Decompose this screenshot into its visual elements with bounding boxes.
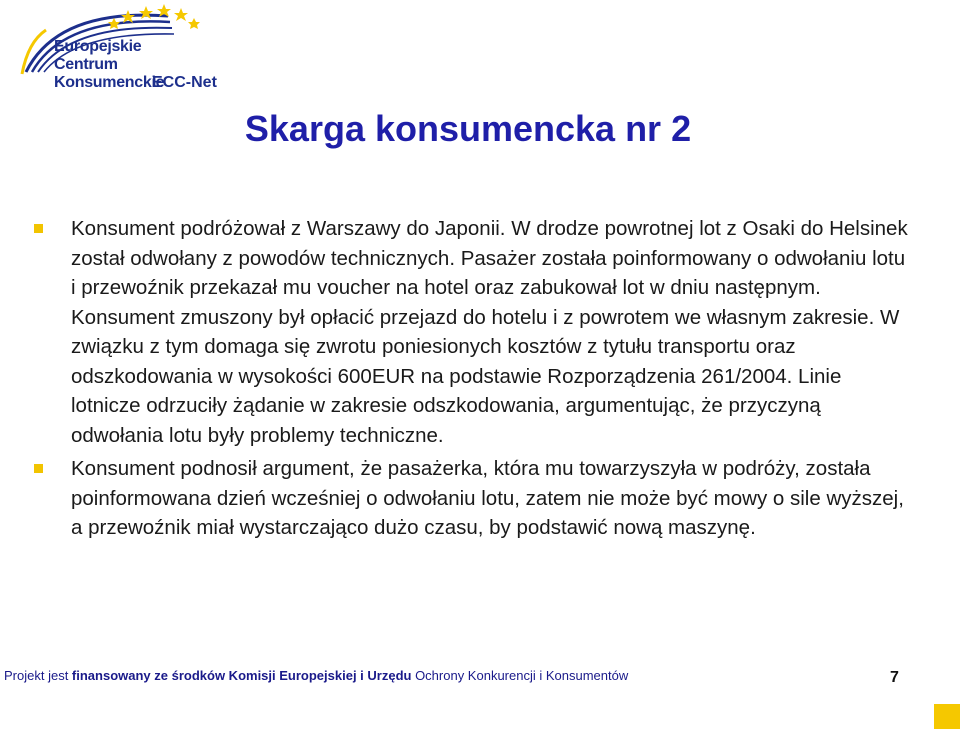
ecc-logo xyxy=(18,2,218,98)
logo-text-line2: Centrum xyxy=(54,56,118,73)
bullet-list xyxy=(34,214,914,547)
bullet-item xyxy=(34,214,914,450)
slide-title: Skarga konsumencka nr 2 xyxy=(244,108,692,149)
corner-square-decoration xyxy=(934,704,960,729)
bullet-text: Konsument podróżował z Warszawy do Japonii. W drodze powrotnej lot z Osaki do Helsinek został odwołany z powodów technicznych. Pasażer została poinformowany o odwołaniu lotu i przewoźnik przekazał mu voucher na hotel oraz zabukował lot w dniu następnym. Konsument zmuszony był opłacić przejazd do hotelu i z powrotem we własnym zakresie. W związku z tym domaga się zwrotu poniesionych kosztów z tytułu transportu oraz odszkodowania w wysokości 600EUR na podstawie Rozporządzenia 261/2004. Linie lotnicze odrzuciły żądanie w zakresie odszkodowania, argumentując, że przyczyną odwołania lotu były problemy techniczne. xyxy=(71,217,908,447)
bullet-text: Konsument podnosił argument, że pasażerka, która mu towarzyszyła w podróży, została poinformowana dzień wcześniej o odwołaniu lotu, zatem nie może być mowy o sile wyższej, a przewoźnik miał wystarczająco dużo czasu, by podstawić nową maszynę. xyxy=(71,457,904,539)
footer-funding-note xyxy=(4,668,628,683)
logo-ecc-net: ECC-Net xyxy=(152,74,217,91)
logo-text-line1: Europejskie xyxy=(54,38,142,55)
footer-text-part2: finansowany ze środków Komisji Europejskiej i Urzędu xyxy=(71,668,412,683)
logo-text-line3: Konsumenckie xyxy=(54,74,165,91)
page-number: 7 xyxy=(890,669,899,686)
bullet-item xyxy=(34,454,914,543)
bullet-square-icon xyxy=(34,224,43,233)
footer-text-part3: Ochrony Konkurencji i Konsumentów xyxy=(411,668,629,683)
bullet-square-icon xyxy=(34,464,43,473)
footer-text-part1: Projekt jest xyxy=(4,668,72,683)
